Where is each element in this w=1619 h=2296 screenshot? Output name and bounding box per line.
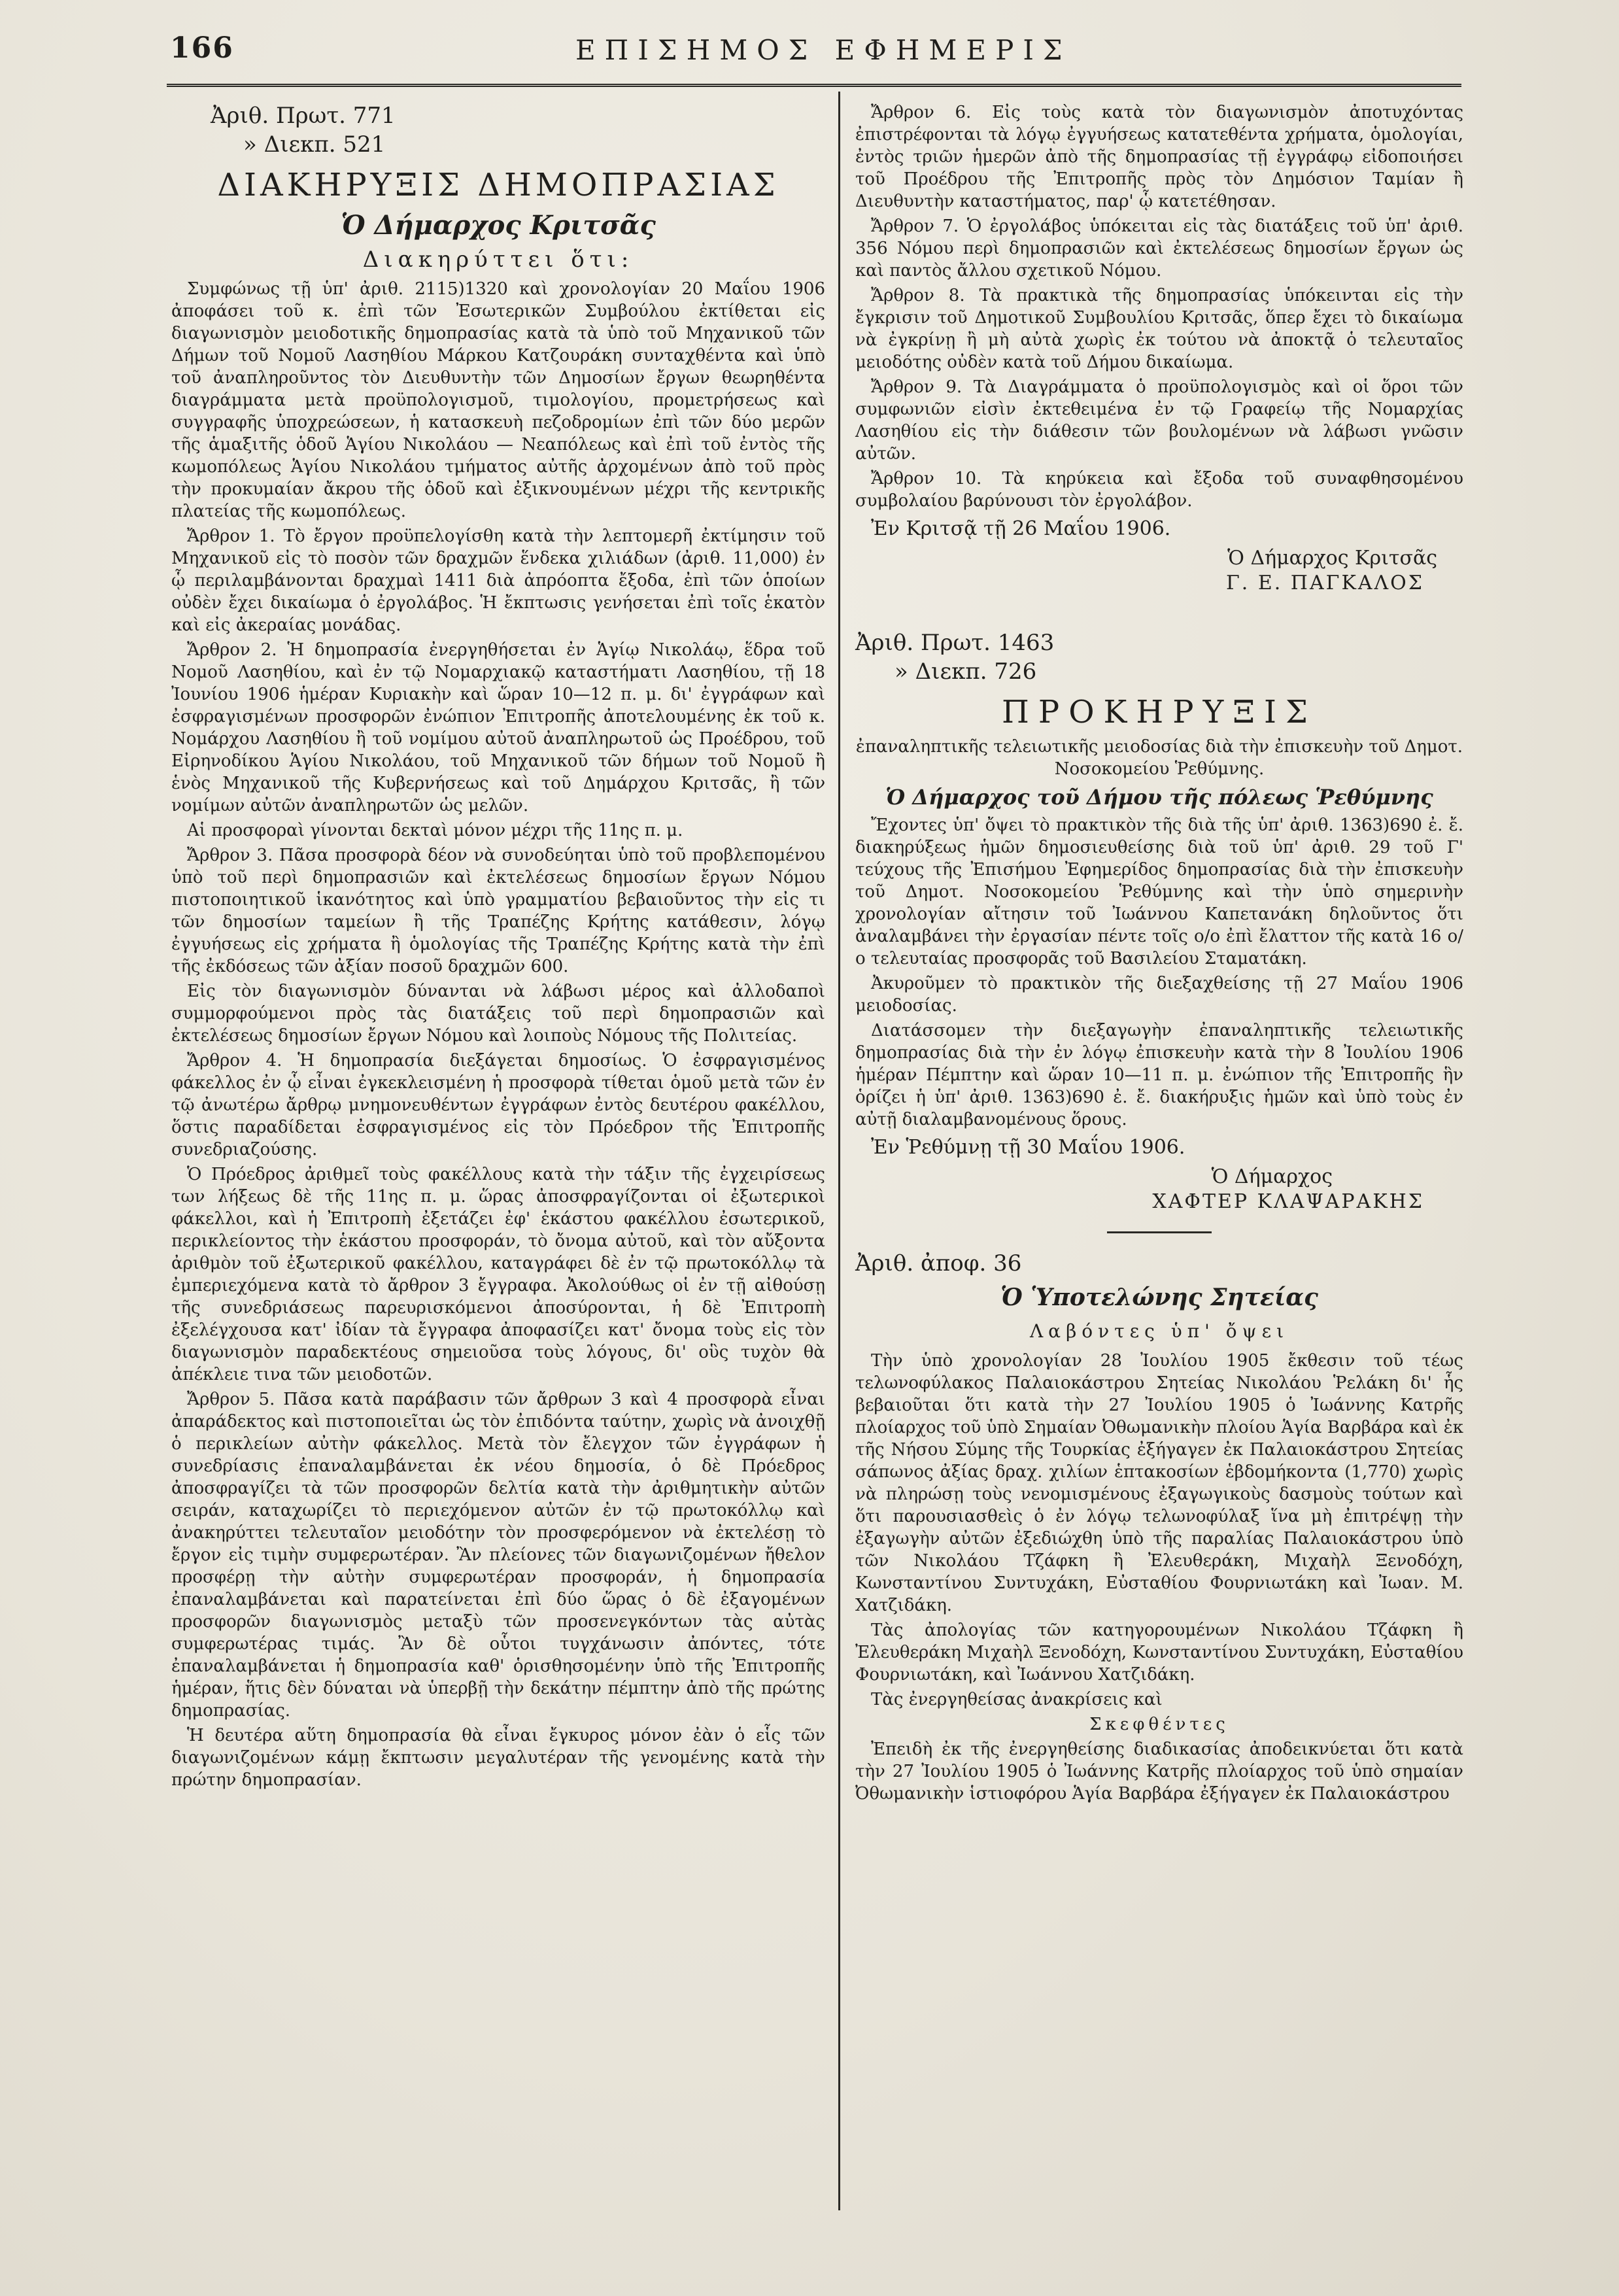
- article-paragraph: Ὁ Πρόεδρος ἀριθμεῖ τοὺς φακέλλους κατὰ τὴν τάξιν τῆς ἐγχειρίσεως των λήξεως δὲ τῆς 11ης π. μ. ὥρας ἀποσφραγίζονται οἱ ἐξωτερικοὶ φάκελλοι, καὶ ἡ Ἐπιτροπὴ ἐξετάζει ἐφ' ἑκάστου φακέλλου ἐσωτερικοῦ, περικλείοντος τὴν ἑκάστου προσφοράν, τὸ ὄνομα αὐτοῦ, καὶ τὸν αὔξοντα ἀριθμὸν τοῦ ἐξωτερικοῦ φακέλλου, καταγράφει δὲ ἐν τῷ πρωτοκόλλῳ τὰ ἐμπεριεχόμενα κατὰ τὸ ἄρθρον 3 ἔγγραφα. Ἀκολούθως οἱ ἐν τῇ αἰθούσῃ τῆς συνεδριάσεως παρευρισκόμενοι ἀποσύρονται, ἡ δὲ Ἐπιτροπὴ ἐξελέγχουσα κατ' ἰδίαν τὰ ἔγγραφα ἀποφασίζει κατ' ὄνομα τοὺς εἰς τὸν διαγωνισμὸν παραδεκτέους σημειοῦσα τοὺς λόγους, δι' οὓς τυχὸν θὰ ἀπέκλειε τινα τῶν μειοδοτῶν.: [171, 1165, 825, 1384]
- considering-line: Λαβόντες ὑπ' ὄψει: [1029, 1320, 1289, 1342]
- column-divider: [838, 92, 840, 2210]
- considered-line: Σκεφθέντες: [1089, 1715, 1229, 1734]
- article-paragraph: Ἄρθρον 2. Ἡ δημοπρασία ἐνεργηθήσεται ἐν Ἁγίῳ Νικολάῳ, ἕδρα τοῦ Νομοῦ Λασηθίου, καὶ ἐν τῷ Νομαρχιακῷ καταστήματι Λασηθίου, τῇ 18 Ἰουνίου 1906 ἡμέραν Κυριακὴν καὶ ὥραν 10—12 π. μ. δι' ἐγγράφων καὶ ἐσφραγισμένων προσφορῶν ἐνώπιον Ἐπιτροπῆς ἀποτελουμένης ἐκ τοῦ κ. Νομάρχου Λασηθίου ἢ τοῦ νομίμου αὐτοῦ ἀναπληρωτοῦ ὡς Προέδρου, τοῦ Εἰρηνοδίκου Ἁγίου Νικολάου, τοῦ Μηχανικοῦ τῶν δήμων τοῦ Νομοῦ ἢ ἑνὸς Μηχανικοῦ τῆς Κυβερνήσεως καὶ τοῦ Δημάρχου Κριτσᾶς, ἢ τῶν νομίμων αὐτῶν ἀναπληρωτῶν ὡς μελῶν.: [171, 640, 825, 815]
- article-paragraph: Ἄρθρον 1. Τὸ ἔργον προϋπελογίσθη κατὰ τὴν λεπτομερῆ ἐκτίμησιν τοῦ Μηχανικοῦ εἰς τὸ ποσὸν τῶν δραχμῶν ἕνδεκα χιλιάδων (ἀριθ. 11,000) ἐν ᾧ περιλαμβάνονται δραχμαὶ 1411 διὰ ἀπρόοπτα ἔξοδα, ἐπὶ τῶν ὁποίων οὐδὲν ἔχει δικαίωμα ὁ ἐργολάβος. Ἡ ἔκπτωσις γενήσεται ἐπὶ τοῖς ἑκατὸν καὶ εἰς ἀκεραίας μονάδας.: [171, 526, 825, 635]
- page-number: 166: [170, 31, 234, 65]
- signatory-name: Γ. Ε. ΠΑΓΚΑΛΟΣ: [1225, 572, 1424, 594]
- issuing-authority: Ὁ Δήμαρχος Κριτσᾶς: [341, 210, 656, 241]
- article-paragraph: Ἄρθρον 8. Τὰ πρακτικὰ τῆς δημοπρασίας ὑπόκεινται εἰς τὴν ἔγκρισιν τοῦ Δημοτικοῦ Συμβουλίου Κριτσᾶς, ὅπερ ἔχει τὸ δικαίωμα νὰ ἐγκρίνῃ ἢ μὴ αὐτὰ χωρὶς ἐκ τούτου νὰ ἀποκτᾷ ὁ τελευταῖος μειοδότης οὐδὲν κατὰ τοῦ Δήμου δικαίωμα.: [855, 286, 1463, 372]
- section-divider: [1107, 1231, 1212, 1233]
- signatory-title: Ὁ Δήμαρχος: [1211, 1165, 1333, 1188]
- article-paragraph: Ἡ δευτέρα αὕτη δημοπρασία θὰ εἶναι ἔγκυρος μόνον ἐὰν ὁ εἷς τῶν διαγωνιζομένων κάμῃ ἔκπτωσιν μεγαλυτέραν τῆς γενομένης κατὰ τὴν πρώτην δημοπρασίαν.: [171, 1726, 825, 1790]
- header-rule: [167, 84, 1461, 87]
- article-paragraph: Τὰς ἐνεργηθείσας ἀνακρίσεις καὶ: [871, 1690, 1163, 1709]
- auction-heading: ΔΙΑΚΗΡΥΞΙΣ ΔΗΜΟΠΡΑΣΙΑΣ: [217, 167, 779, 203]
- signatory-title: Ὁ Δήμαρχος Κριτσᾶς: [1227, 547, 1437, 570]
- article-paragraph: Τὰς ἀπολογίας τῶν κατηγορουμένων Νικολάου Τζάφκη ἢ Ἐλευθεράκη Μιχαὴλ Ξενοδόχη, Κωνσταντίνου Συντυχάκη, Εὐσταθίου Φουρνιωτάκη, καὶ Ἰωάννου Χατζιδάκη.: [855, 1620, 1463, 1685]
- article-paragraph: Διατάσσομεν τὴν διεξαγωγὴν ἐπαναληπτικῆς τελειωτικῆς δημοπρασίας διὰ τὴν ἐν λόγῳ ἐπισκευὴν κατὰ τὴν 8 Ἰουλίου 1906 ἡμέραν Πέμπτην καὶ ὥραν 10—11 π. μ. ἐνώπιον τῆς Ἐπιτροπῆς ἣν ὁρίζει ἡ ὑπ' ἀριθ. 1363)690 ἐ. ἔ. διακήρυξις ἡμῶν καὶ ὑπὸ τοὺς ἐν αὐτῇ διαλαμβανομένους ὅρους.: [855, 1021, 1463, 1129]
- article-paragraph: Αἱ προσφοραὶ γίνονται δεκταὶ μόνον μέχρι τῆς 11ης π. μ.: [187, 821, 683, 840]
- decision-number: Ἀριθ. ἀποφ. 36: [855, 1250, 1022, 1277]
- left-column: [171, 101, 825, 1791]
- issuing-authority: Ὁ Δήμαρχος τοῦ Δήμου τῆς πόλεως Ῥεθύμνης: [885, 785, 1433, 810]
- article-paragraph: Ἄρθρον 3. Πᾶσα προσφορὰ δέον νὰ συνοδεύηται ὑπὸ τοῦ προβλεπομένου ὑπὸ τοῦ περὶ δημοπρασιῶν καὶ ἐκτελέσεως δημοσίων ἔργων Νόμου πιστοποιητικοῦ ἱκανότητος καὶ ὑπὸ γραμματίου βεβαιοῦντος τὴν εἰς τι τῶν δημοσίων ταμείων ἢ τῆς Τραπέζης Κρήτης κατάθεσιν, λόγῳ ἐγγυήσεως εἰς χρήματα ἢ ὁμολογίας τῆς Τραπέζης Κρήτης κατὰ τὴν ἐπὶ τῆς ἐκδόσεως τῶν ἀξίαν ποσοῦ δραχμῶν 600.: [171, 846, 825, 976]
- protocol-number: Ἀριθ. Πρωτ. 1463: [855, 630, 1055, 656]
- article-paragraph: Ἐπειδὴ ἐκ τῆς ἐνεργηθείσης διαδικασίας ἀποδεικνύεται ὅτι κατὰ τὴν 27 Ἰουλίου 1905 ὁ Ἰωάννης Κατρῆς πλοίαρχος τοῦ ὑπὸ σημαίαν Ὀθωμανικὴν ἱστιοφόρου Ἁγία Βαρβάρα ἐξήγαγεν ἐκ Παλαιοκάστρου: [855, 1739, 1463, 1804]
- signatory-name: ΧΑΦΤΕΡ ΚΛΑΨΑΡΑΚΗΣ: [1152, 1190, 1424, 1213]
- section-spacer: [855, 596, 1463, 628]
- article-paragraph: Ἀκυροῦμεν τὸ πρακτικὸν τῆς διεξαχθείσης τῇ 27 Μαΐου 1906 μειοδοσίας.: [855, 974, 1463, 1016]
- declares-line: Διακηρύττει ὅτι:: [362, 247, 634, 273]
- article-paragraph: Ἄρθρον 7. Ὁ ἐργολάβος ὑπόκειται εἰς τὰς διατάξεις τοῦ ὑπ' ἀριθ. 356 Νόμου περὶ δημοπρασιῶν καὶ ἐκτελέσεως δημοσίων ἔργων ὡς καὶ παντὸς ἄλλου σχετικοῦ Νόμου.: [855, 216, 1463, 281]
- announcement-subheading: ἐπαναληπτικῆς τελειωτικῆς μειοδοσίας διὰ τὴν ἐπισκευὴν τοῦ Δημοτ. Νοσοκομείου Ῥεθύμνης.: [855, 737, 1463, 779]
- dateline: Ἐν Ῥεθύμνῃ τῇ 30 Μαΐου 1906.: [871, 1136, 1185, 1159]
- issuing-authority: Ὁ Ὑποτελώνης Σητείας: [1000, 1284, 1318, 1311]
- article-paragraph: Τὴν ὑπὸ χρονολογίαν 28 Ἰουλίου 1905 ἔκθεσιν τοῦ τέως τελωνοφύλακος Παλαιοκάστρου Σητείας Νικολάου Ῥελάκη δι' ἧς βεβαιοῦται ὅτι κατὰ τὴν 27 Ἰουλίου 1905 ὁ Ἰωάννης Κατρῆς πλοίαρχος τοῦ ὑπὸ Σημαίαν Ὀθωμανικὴν πλοίου Ἁγία Βαρβάρα καὶ ἐκ τῆς Νήσου Σύμης τῆς Τουρκίας ἐξήγαγεν ἐκ Παλαιοκάστρου Σητείας σάπωνος ἀξίας δραχ. χιλίων ἑπτακοσίων ἑβδομήκοντα (1,770) χωρὶς νὰ πληρώσῃ τοὺς νενομισμένους ἐξαγωγικοὺς δασμοὺς τούτων καὶ ὅτι παρουσιασθεὶς ὁ ἐν λόγῳ τελωνοφύλαξ ἵνα μὴ ἐπιτρέψῃ τὴν ἐξαγωγὴν αὐτῶν ἐξεδιώχθη ὑπὸ τῆς παραλίας Παλαιοκάστρου ὑπὸ τῶν Νικολάου Τζάφκη ἢ Ἐλευθεράκη, Μιχαὴλ Ξενοδόχη, Κωνσταντίνου Συντυχάκη, Εὐσταθίου Φουρνιωτάκη καὶ Ἰωαν. Μ. Χατζιδάκη.: [855, 1351, 1463, 1615]
- dispatch-number: » Διεκπ. 726: [895, 659, 1037, 685]
- gazette-title: ΕΠΙΣΗΜΟΣ ΕΦΗΜΕΡΙΣ: [575, 34, 1072, 66]
- article-paragraph: Εἰς τὸν διαγωνισμὸν δύνανται νὰ λάβωσι μέρος καὶ ἀλλοδαποὶ συμμορφούμενοι πρὸς τὰς διατάξεις τοῦ περὶ δημοπρασιῶν καὶ ἐκτελέσεως δημοσίων ἔργων Νόμου καὶ λοιποὺς Νόμους τῆς Πολιτείας.: [171, 982, 825, 1046]
- dispatch-number: » Διεκπ. 521: [243, 131, 386, 158]
- article-paragraph: Ἔχοντες ὑπ' ὄψει τὸ πρακτικὸν τῆς διὰ τῆς ὑπ' ἀριθ. 1363)690 ἐ. ἔ. διακηρύξεως ἡμῶν δημοσιευθείσης διὰ τοῦ ὑπ' ἀριθ. 29 τοῦ Γ' τεύχους τῆς Ἐπισήμου Ἐφημερίδος δημοπρασίας διὰ τὴν ἐπισκευὴν τοῦ Δημοτ. Νοσοκομείου Ῥεθύμνης καὶ τὴν ὑπὸ σημερινὴν χρονολογίαν αἴτησιν τοῦ Ἰωάννου Καπετανάκη δηλοῦντος ὅτι ἀναλαμβάνει τὴν ἐργασίαν πέντε τοῖς ο/ο ἐπὶ ἔλαττον τῆς κατὰ 16 ο/ο τελευταίας προσφορᾶς τοῦ Βασιλείου Σταματάκη.: [855, 815, 1463, 968]
- article-paragraph: Ἄρθρον 6. Εἰς τοὺς κατὰ τὸν διαγωνισμὸν ἀποτυχόντας ἐπιστρέφονται τὰ λόγῳ ἐγγυήσεως κατατεθέντα χρήματα, ὁμολογίαι, ἐντὸς τριῶν ἡμερῶν ἀπὸ τῆς δημοπρασίας τῇ ἐγγράφῳ εἰδοποιήσει τοῦ Προέδρου τῆς Ἐπιτροπῆς πρὸς τὸν Δημόσιον Ταμίαν ἢ Διευθυντὴν καταστήματος, παρ' ᾧ κατετέθησαν.: [855, 103, 1463, 211]
- protocol-number: Ἀριθ. Πρωτ. 771: [211, 103, 396, 129]
- article-paragraph: Ἄρθρον 4. Ἡ δημοπρασία διεξάγεται δημοσίως. Ὁ ἐσφραγισμένος φάκελλος ἐν ᾧ εἶναι ἐγκεκλεισμένη ἡ προσφορὰ τίθεται ὁμοῦ μετὰ τῶν ἐν τῷ ἀνωτέρω ἄρθρῳ μνημονευθέντων ἐγγράφων ἐντὸς δευτέρου φακέλλου, ὅστις παραδίδεται ἐσφραγισμένος εἰς τὸν Πρόεδρον τῆς Ἐπιτροπῆς συνεδριαζούσης.: [171, 1051, 825, 1159]
- article-paragraph: Ἄρθρον 5. Πᾶσα κατὰ παράβασιν τῶν ἄρθρων 3 καὶ 4 προσφορὰ εἶναι ἀπαράδεκτος καὶ πιστοποιεῖται ὡς τὸν ἐπιδόντα ταύτην, χωρὶς νὰ ἀνοιχθῇ ὁ περικλείων αὐτὴν φάκελλος. Μετὰ τὸν ἔλεγχον τῶν ἐγγράφων ἡ συνεδρίασις ἐπαναλαμβάνεται ἐκ νέου δημοσία, ὁ δὲ Πρόεδρος ἀποσφραγίζει τὰ τῶν προσφορῶν δελτία κατὰ τὴν ἀριθμητικὴν αὐτῶν σειράν, καταχωρίζει τὸ περιεχόμενον αὐτῶν ἐν τῷ πρωτοκόλλῳ καὶ ἀνακηρύττει τελευταῖον μειοδότην τὸν προσφερόμενον νὰ ἐκτελέσῃ τὸ ἔργον εἰς τιμὴν συμφερωτέραν. Ἂν πλείονες τῶν διαγωνιζομένων ἤθελον προσφέρῃ τὴν αὐτὴν συμφερωτέραν προσφοράν, ἡ δημοπρασία ἐπαναλαμβάνεται καὶ παρατείνεται ἐπὶ δύο ὥρας ὁ δὲ ἐξαγομένων προσφορῶν διαγωνισμὸς μεταξὺ τῶν προσενεγκόντων τὰς αὐτὰς συμφερωτέρας τιμάς. Ἂν δὲ οὗτοι τυγχάνωσιν ἀπόντες, τότε ἐπαναλαμβάνεται ἡ δημοπρασία καθ' ὁρισθησομένην ὑπὸ τῆς Ἐπιτροπῆς ἡμέραν, ἥτις δὲν δύναται νὰ ὑπερβῇ τὴν δεκάτην πέμπτην ἀπὸ τῆς πρώτης δημοπρασίας.: [171, 1390, 825, 1721]
- article-paragraph: Ἄρθρον 9. Τὰ Διαγράμματα ὁ προϋπολογισμὸς καὶ οἱ ὅροι τῶν συμφωνιῶν εἰσὶν ἐκτεθειμένα ἐν τῷ Γραφείῳ τῆς Νομαρχίας Λασηθίου εἰς τὴν διάθεσιν τῶν βουλομένων νὰ λάβωσι γνῶσιν αὐτῶν.: [855, 377, 1463, 464]
- page-header: [170, 31, 1452, 78]
- article-paragraph: Ἄρθρον 10. Τὰ κηρύκεια καὶ ἔξοδα τοῦ συναφθησομένου συμβολαίου βαρύνουσι τὸν ἐργολάβον.: [855, 469, 1463, 511]
- announcement-heading: ΠΡΟΚΗΡΥΞΙΣ: [1002, 694, 1317, 730]
- dateline: Ἐν Κριτσᾷ τῇ 26 Μαΐου 1906.: [871, 517, 1171, 540]
- right-column: [855, 101, 1463, 1805]
- article-paragraph: Συμφώνως τῇ ὑπ' ἀριθ. 2115)1320 καὶ χρονολογίαν 20 Μαΐου 1906 ἀποφάσει τοῦ κ. ἐπὶ τῶν Ἐσωτερικῶν Συμβούλου ἐκτίθεται εἰς διαγωνισμὸν μειοδοτικῆς δημοπρασίας κατὰ τὰ ὑπὸ τοῦ Μηχανικοῦ τῶν Δήμων τοῦ Νομοῦ Λασηθίου Μάρκου Κατζουράκη συνταχθέντα καὶ ὑπὸ τοῦ ἀναπληροῦντος τὸν Διευθυντὴν τῶν Δημοσίων ἔργων θεωρηθέντα διαγράμματα μετὰ προϋπολογισμοῦ, τιμολογίου, προμετρήσεως καὶ συγγραφῆς ὑποχρεώσεων, ἡ κατασκευὴ πεζοδρομίων ἐπὶ τῶν δύο μερῶν τῆς ἁμαξιτῆς ὁδοῦ Ἁγίου Νικολάου — Νεαπόλεως καὶ ἐπὶ τοῦ ἐντὸς τῆς κωμοπόλεως Ἁγίου Νικολάου τμήματος αὐτῆς ἀρχομένων ἀπὸ τοῦ πρὸς τὴν προκυμαίαν ἄκρου τῆς ὁδοῦ καὶ ἐξικνουμένων μέχρι τῆς κεντρικῆς πλατείας τῆς κωμοπόλεως.: [171, 279, 825, 521]
